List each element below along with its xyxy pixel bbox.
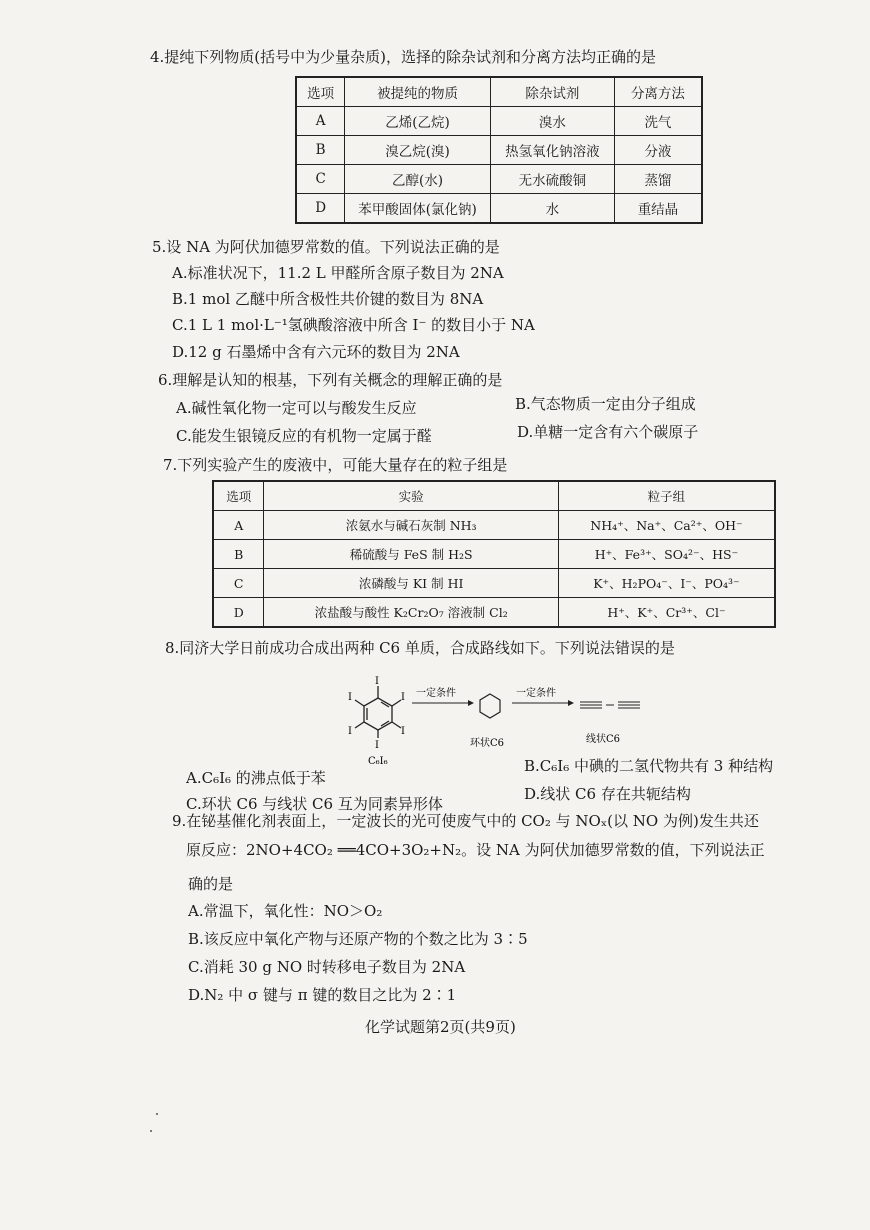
table-cell: 水 xyxy=(490,194,614,224)
q7-header-cell: 实验 xyxy=(264,481,558,511)
c6i6-label: C₆I₆ xyxy=(368,756,388,767)
table-row xyxy=(296,107,702,136)
q5-option-d: D.12 g 石墨烯中含有六元环的数目为 2NA xyxy=(172,343,460,361)
q8-option-d: D.线状 C6 存在共轭结构 xyxy=(524,785,691,803)
q6-option-c: C.能发生银镜反应的有机物一定属于醛 xyxy=(176,427,432,445)
linear-c6-label: 线状C6 xyxy=(586,734,621,745)
arrow2-condition: 一定条件 xyxy=(516,688,556,699)
q4-header-cell: 被提纯的物质 xyxy=(345,77,491,107)
q8-option-b: B.C₆I₆ 中碘的二氢代物共有 3 种结构 xyxy=(524,757,774,775)
table-cell: H⁺、K⁺、Cr³⁺、Cl⁻ xyxy=(558,598,775,628)
table-cell: 浓盐酸与酸性 K₂Cr₂O₇ 溶液制 Cl₂ xyxy=(264,598,558,628)
table-cell: 溴乙烷(溴) xyxy=(345,136,491,165)
arrow1-condition: 一定条件 xyxy=(416,688,456,699)
q4-header-cell: 除杂试剂 xyxy=(490,77,614,107)
q7-header-cell: 选项 xyxy=(213,481,264,511)
arrow-head-icon xyxy=(468,700,474,706)
cyclic-c6-label: 环状C6 xyxy=(470,738,505,749)
table-cell: A xyxy=(213,511,264,540)
iodine-label: I xyxy=(348,726,352,737)
table-cell: 分液 xyxy=(614,136,702,165)
table-cell: 洗气 xyxy=(614,107,702,136)
table-cell: 重结晶 xyxy=(614,194,702,224)
q6-stem: 6.理解是认知的根基，下列有关概念的理解正确的是 xyxy=(158,371,503,389)
q7-header-cell: 粒子组 xyxy=(558,481,775,511)
table-cell: D xyxy=(213,598,264,628)
table-cell: B xyxy=(213,540,264,569)
q9-option-c: C.消耗 30 g NO 时转移电子数目为 2NA xyxy=(188,958,466,976)
table-cell: 热氢氧化钠溶液 xyxy=(490,136,614,165)
hexaiodobenzene-structure xyxy=(355,686,401,738)
q4-stem: 4.提纯下列物质(括号中为少量杂质)，选择的除杂试剂和分离方法均正确的是 xyxy=(150,48,657,66)
q9-option-a: A.常温下，氧化性：NO＞O₂ xyxy=(188,902,383,920)
q5-option-b: B.1 mol 乙醚中所含极性共价键的数目为 8NA xyxy=(172,290,484,308)
q9-stem-line2: 原反应：2NO+4CO₂ ══4CO+3O₂+N₂。设 NA 为阿伏加德罗常数的值，下列说法正 xyxy=(186,841,765,859)
q4-table xyxy=(295,76,703,224)
table-cell: 溴水 xyxy=(490,107,614,136)
q8-option-c: C.环状 C6 与线状 C6 互为同素异形体 xyxy=(186,795,443,813)
iodine-label: I xyxy=(401,726,405,737)
q8-option-a: A.C₆I₆ 的沸点低于苯 xyxy=(186,769,326,787)
iodine-label: I xyxy=(375,740,379,751)
table-cell: B xyxy=(296,136,345,165)
q5-option-c: C.1 L 1 mol·L⁻¹氢碘酸溶液中所含 I⁻ 的数目小于 NA xyxy=(172,316,535,334)
q5-option-a: A.标准状况下，11.2 L 甲醛所含原子数目为 2NA xyxy=(172,264,504,282)
iodine-label: I xyxy=(348,692,352,703)
iodine-label: I xyxy=(375,676,379,687)
q7-header-row xyxy=(213,481,775,511)
table-cell: C xyxy=(296,165,345,194)
q9-option-d: D.N₂ 中 σ 键与 π 键的数目之比为 2∶1 xyxy=(188,986,457,1004)
table-row xyxy=(213,540,775,569)
page-footer: 化学试题第2页(共9页) xyxy=(365,1018,516,1036)
scan-speck xyxy=(150,1130,152,1132)
table-cell: 浓氨水与碱石灰制 NH₃ xyxy=(264,511,558,540)
table-cell: K⁺、H₂PO₄⁻、I⁻、PO₄³⁻ xyxy=(558,569,775,598)
q6-option-a: A.碱性氧化物一定可以与酸发生反应 xyxy=(176,399,417,417)
table-row xyxy=(296,136,702,165)
q7-table xyxy=(212,480,776,628)
table-cell: C xyxy=(213,569,264,598)
table-cell: 浓磷酸与 KI 制 HI xyxy=(264,569,558,598)
table-cell: 稀硫酸与 FeS 制 H₂S xyxy=(264,540,558,569)
q6-option-b: B.气态物质一定由分子组成 xyxy=(515,395,696,413)
arrow-head-icon xyxy=(568,700,574,706)
q4-header-row xyxy=(296,77,702,107)
table-cell: 乙烯(乙烷) xyxy=(345,107,491,136)
table-cell: 蒸馏 xyxy=(614,165,702,194)
table-cell: A xyxy=(296,107,345,136)
q6-option-d: D.单糖一定含有六个碳原子 xyxy=(517,423,699,441)
q9-option-b: B.该反应中氧化产物与还原产物的个数之比为 3∶5 xyxy=(188,930,528,948)
q7-stem: 7.下列实验产生的废液中，可能大量存在的粒子组是 xyxy=(163,456,508,474)
q5-stem: 5.设 NA 为阿伏加德罗常数的值。下列说法正确的是 xyxy=(152,238,500,256)
table-cell: NH₄⁺、Na⁺、Ca²⁺、OH⁻ xyxy=(558,511,775,540)
table-row xyxy=(296,194,702,224)
table-row xyxy=(213,511,775,540)
table-cell: 苯甲酸固体(氯化钠) xyxy=(345,194,491,224)
table-cell: 无水硫酸铜 xyxy=(490,165,614,194)
q4-header-cell: 分离方法 xyxy=(614,77,702,107)
scan-speck xyxy=(156,1113,158,1115)
table-cell: 乙醇(水) xyxy=(345,165,491,194)
q9-stem-line3: 确的是 xyxy=(188,875,234,893)
cyclic-c6-structure xyxy=(480,694,500,718)
c6-synthesis-scheme xyxy=(340,668,670,768)
table-row xyxy=(296,165,702,194)
q9-stem-line1: 9.在铋基催化剂表面上，一定波长的光可使废气中的 CO₂ 与 NOₓ(以 NO 为例)发生共还 xyxy=(172,812,759,830)
iodine-label: I xyxy=(401,692,405,703)
q4-header-cell: 选项 xyxy=(296,77,345,107)
q8-stem: 8.同济大学日前成功合成出两种 C6 单质，合成路线如下。下列说法错误的是 xyxy=(165,639,675,657)
table-row xyxy=(213,569,775,598)
linear-c6-structure xyxy=(580,702,640,708)
table-cell: H⁺、Fe³⁺、SO₄²⁻、HS⁻ xyxy=(558,540,775,569)
table-cell: D xyxy=(296,194,345,224)
table-row xyxy=(213,598,775,628)
